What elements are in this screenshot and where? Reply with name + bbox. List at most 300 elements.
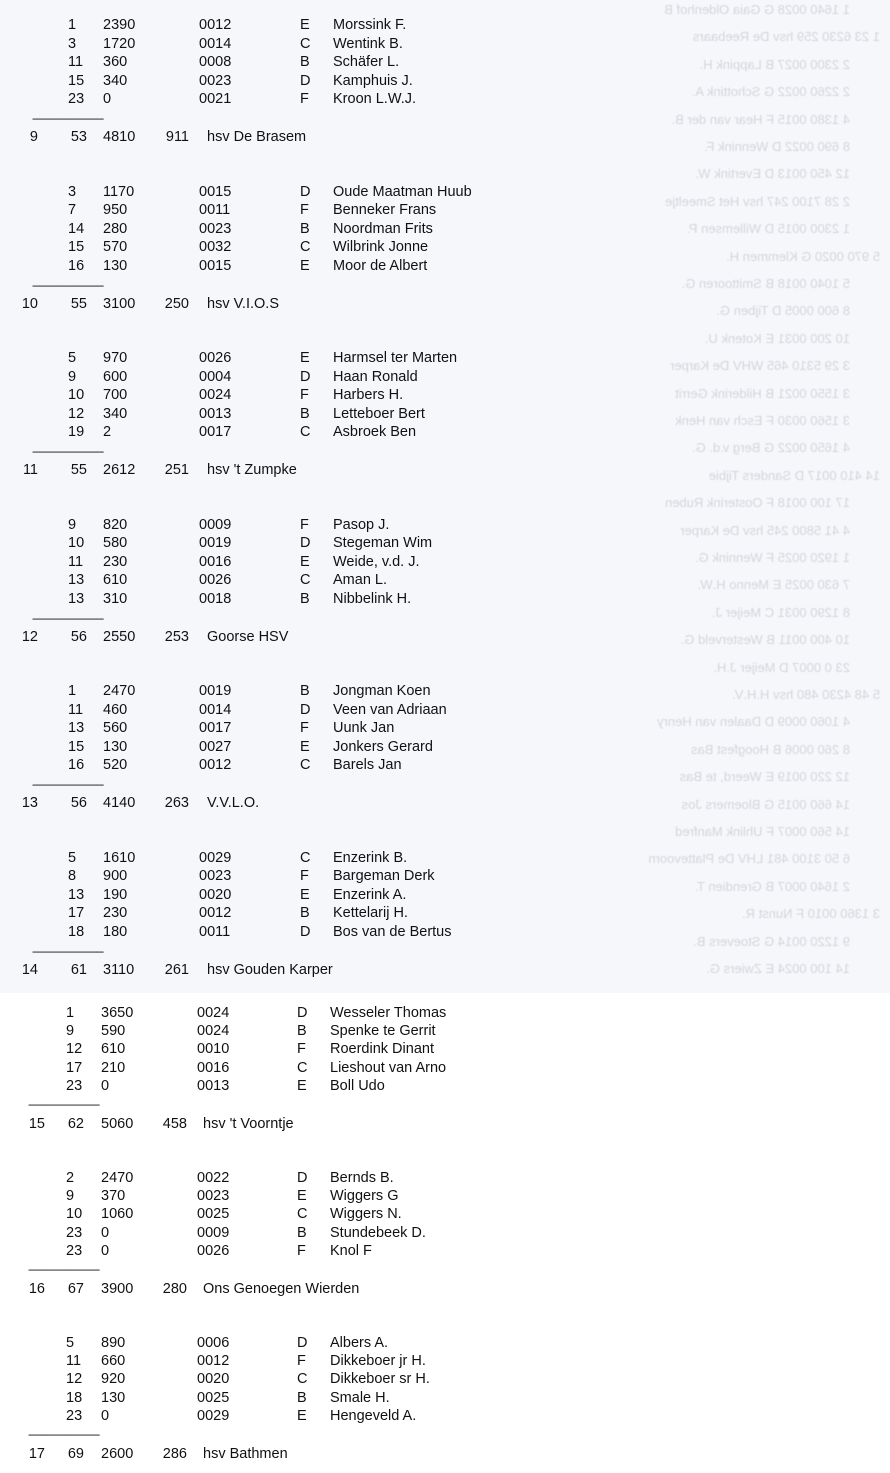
angler-position: 1 xyxy=(68,17,77,33)
bleed-through-line: 14 560 0007 F Uhlink Manfred xyxy=(675,824,850,839)
angler-sector: D xyxy=(297,1005,308,1021)
angler-code: 0020 xyxy=(197,1371,230,1388)
angler-weight: 2470 xyxy=(103,683,136,699)
angler-sector: B xyxy=(300,54,310,70)
angler-name: Stegeman Wim xyxy=(333,535,433,551)
angler-name: Bargeman Derk xyxy=(333,868,435,884)
angler-position: 1 xyxy=(68,683,77,699)
club-weight: 5060 xyxy=(101,1115,134,1132)
angler-position: 11 xyxy=(68,553,84,570)
angler-weight: 610 xyxy=(103,572,128,588)
angler-sector: E xyxy=(300,257,310,274)
angler-weight: 1060 xyxy=(101,1206,134,1223)
angler-name: Stundebeek D. xyxy=(330,1224,426,1241)
angler-code: 0019 xyxy=(199,683,232,699)
angler-weight: 1720 xyxy=(103,35,136,52)
angler-position: 9 xyxy=(68,516,77,533)
angler-sector: C xyxy=(300,849,311,866)
club-code: 286 xyxy=(162,1445,187,1462)
club-rank: 13 xyxy=(21,795,38,811)
angler-code: 0020 xyxy=(199,886,232,903)
angler-sector: E xyxy=(300,350,310,366)
angler-code: 0023 xyxy=(197,1188,230,1205)
angler-sector: F xyxy=(300,516,309,533)
club-rank: 14 xyxy=(21,961,38,978)
angler-position: 14 xyxy=(68,220,85,237)
bleed-through-line: 1 2300 0015 D Willemsen P. xyxy=(686,221,850,237)
separator-line: ------------------------------ xyxy=(32,613,103,625)
club-weight: 3900 xyxy=(101,1280,134,1297)
angler-sector: C xyxy=(300,239,311,255)
bleed-through-line: 1 23 6230 259 hsv De Reebaars xyxy=(692,29,880,45)
angler-position: 3 xyxy=(68,35,77,52)
club-points: 61 xyxy=(70,961,87,978)
bleed-through-line: 12 220 0019 E Weerd, te Bas xyxy=(679,769,850,785)
separator-line: ------------------------------ xyxy=(32,780,103,791)
angler-weight: 610 xyxy=(101,1041,126,1058)
angler-sector: C xyxy=(300,424,311,440)
angler-position: 23 xyxy=(66,1407,83,1424)
club-name: Goorse HSV xyxy=(207,628,289,645)
angler-weight: 660 xyxy=(101,1353,126,1370)
angler-name: Knol F xyxy=(330,1242,372,1259)
bleed-through-line: 3 1360 0010 F Nunst R. xyxy=(741,906,880,922)
angler-name: Wiggers G xyxy=(330,1188,399,1205)
club-code: 911 xyxy=(165,129,189,145)
angler-weight: 970 xyxy=(103,350,128,366)
angler-code: 0010 xyxy=(197,1041,230,1058)
bleed-through-line: 4 41 5800 245 hsv De Karper xyxy=(680,522,850,538)
angler-sector: B xyxy=(300,683,310,699)
angler-weight: 130 xyxy=(103,257,128,274)
bleed-through-line: 1 1920 0025 F Wennink G. xyxy=(694,550,850,565)
angler-position: 9 xyxy=(66,1188,75,1205)
club-rank: 15 xyxy=(28,1115,45,1132)
angler-code: 0017 xyxy=(199,720,232,736)
angler-code: 0022 xyxy=(197,1170,230,1186)
angler-position: 9 xyxy=(68,368,77,385)
bleed-through-line: 9 1220 0014 G Stoevers B. xyxy=(693,933,850,949)
angler-weight: 520 xyxy=(103,757,128,773)
angler-code: 0023 xyxy=(199,72,232,89)
angler-position: 2 xyxy=(66,1170,75,1186)
club-name: hsv 't Zumpke xyxy=(207,462,297,478)
angler-weight: 0 xyxy=(101,1077,110,1094)
angler-weight: 2 xyxy=(103,424,112,440)
angler-sector: B xyxy=(297,1224,307,1241)
angler-name: Moor de Albert xyxy=(333,257,428,274)
club-weight: 3110 xyxy=(103,961,135,978)
bleed-through-line: 2 2260 0022 G Schottink A. xyxy=(691,84,850,100)
angler-weight: 0 xyxy=(101,1242,110,1259)
angler-code: 0026 xyxy=(197,1242,230,1259)
angler-code: 0018 xyxy=(199,590,232,607)
separator-line: ------------------------------ xyxy=(32,447,103,458)
club-weight: 2550 xyxy=(103,628,136,645)
angler-sector: C xyxy=(297,1206,308,1223)
club-rank: 17 xyxy=(28,1445,45,1462)
angler-weight: 950 xyxy=(103,202,128,218)
club-name: hsv De Brasem xyxy=(207,129,307,145)
bleed-through-line: 4 1060 0009 D Daalen van Henry xyxy=(657,714,850,730)
club-code: 250 xyxy=(164,295,189,312)
angler-name: Wesseler Thomas xyxy=(330,1005,447,1021)
angler-code: 0024 xyxy=(197,1023,230,1040)
angler-name: Lieshout van Arno xyxy=(330,1059,447,1076)
angler-name: Smale H. xyxy=(330,1389,390,1406)
angler-weight: 130 xyxy=(101,1389,126,1406)
angler-weight: 340 xyxy=(103,72,128,89)
separator-line: ------------------------------ xyxy=(32,946,103,958)
angler-sector: F xyxy=(297,1353,306,1370)
angler-sector: E xyxy=(297,1407,307,1424)
bleed-through-line: 12 450 0013 D Evertink W. xyxy=(695,166,850,182)
bleed-through-line: 8 260 0006 B Hoogfest Bas xyxy=(690,741,850,757)
angler-code: 0032 xyxy=(199,239,232,255)
angler-position: 18 xyxy=(68,923,85,940)
angler-position: 23 xyxy=(66,1077,83,1094)
angler-position: 10 xyxy=(68,387,85,403)
angler-sector: B xyxy=(300,405,310,422)
angler-code: 0013 xyxy=(199,405,232,422)
angler-name: Harbers H. xyxy=(333,387,404,403)
angler-sector: D xyxy=(300,368,311,385)
angler-code: 0027 xyxy=(199,738,232,755)
angler-position: 15 xyxy=(68,738,85,755)
angler-sector: E xyxy=(297,1188,307,1205)
bleed-through-line: 7 630 0025 E Menno H.W. xyxy=(697,577,850,593)
angler-sector: C xyxy=(297,1059,308,1076)
angler-name: Boll Udo xyxy=(330,1077,385,1094)
angler-weight: 180 xyxy=(103,923,128,940)
angler-weight: 340 xyxy=(103,405,128,422)
bleed-through-line: 3 29 5310 465 WHV De Karper xyxy=(670,358,850,374)
club-name: Ons Genoegen Wierden xyxy=(203,1280,360,1297)
angler-name: Noordman Frits xyxy=(333,220,433,237)
angler-code: 0004 xyxy=(199,368,232,385)
angler-code: 0026 xyxy=(199,350,232,366)
angler-sector: B xyxy=(300,905,310,921)
angler-name: Enzerink B. xyxy=(333,849,408,866)
angler-weight: 0 xyxy=(103,91,112,107)
angler-code: 0012 xyxy=(199,905,232,921)
angler-weight: 820 xyxy=(103,516,128,533)
angler-sector: F xyxy=(300,202,309,218)
bleed-through-line: 23 0 0007 D Meijer J.H. xyxy=(713,659,850,675)
angler-sector: D xyxy=(297,1335,308,1351)
angler-weight: 190 xyxy=(103,886,128,903)
angler-position: 12 xyxy=(66,1371,83,1388)
bleed-through-line: 17 100 0018 F Oosterink Ruben xyxy=(664,495,850,511)
club-weight: 2612 xyxy=(103,462,136,478)
bleed-through-line: 8 1290 0031 C Meijer J. xyxy=(711,604,850,620)
angler-code: 0025 xyxy=(197,1206,230,1223)
angler-name: Oude Maatman Huub xyxy=(333,183,472,200)
angler-position: 17 xyxy=(66,1059,83,1076)
angler-position: 19 xyxy=(68,424,85,440)
bleed-through-line: 8 600 0005 D Tijben G. xyxy=(716,303,850,319)
angler-code: 0015 xyxy=(199,257,232,274)
angler-code: 0014 xyxy=(199,701,232,718)
club-points: 62 xyxy=(67,1115,84,1132)
bleed-through-line: 5 48 4230 480 hsv H.H.V. xyxy=(732,687,880,702)
angler-sector: D xyxy=(297,1170,308,1186)
angler-code: 0014 xyxy=(199,35,232,52)
club-points: 56 xyxy=(70,795,87,811)
angler-position: 13 xyxy=(68,590,85,607)
club-code: 251 xyxy=(164,462,189,478)
angler-position: 10 xyxy=(66,1206,83,1223)
separator-line: ------------------------------ xyxy=(28,1099,99,1111)
club-points: 55 xyxy=(70,295,87,312)
angler-name: Barels Jan xyxy=(333,757,402,773)
angler-weight: 280 xyxy=(103,220,128,237)
angler-weight: 230 xyxy=(103,905,128,921)
bleed-through-line: 2 2300 0027 B Lappink H. xyxy=(699,56,850,72)
angler-code: 0021 xyxy=(199,91,232,107)
angler-weight: 0 xyxy=(101,1407,110,1424)
angler-code: 0008 xyxy=(199,54,232,70)
angler-position: 9 xyxy=(66,1023,75,1040)
angler-name: Dikkeboer sr H. xyxy=(330,1371,430,1388)
club-rank: 9 xyxy=(29,129,38,145)
angler-weight: 1610 xyxy=(103,849,136,866)
angler-sector: E xyxy=(297,1077,307,1094)
bleed-through-line: 14 100 0024 E Zwiers G. xyxy=(706,961,850,976)
angler-name: Wiggers N. xyxy=(330,1206,402,1223)
angler-weight: 2470 xyxy=(101,1170,134,1186)
angler-name: Wilbrink Jonne xyxy=(333,239,429,255)
angler-code: 0029 xyxy=(199,849,232,866)
angler-code: 0012 xyxy=(197,1353,230,1370)
angler-sector: C xyxy=(297,1371,308,1388)
angler-position: 1 xyxy=(66,1005,75,1021)
angler-code: 0026 xyxy=(199,572,232,588)
angler-weight: 580 xyxy=(103,535,128,551)
angler-weight: 2390 xyxy=(103,17,136,33)
club-code: 263 xyxy=(164,795,189,811)
angler-code: 0012 xyxy=(199,17,232,33)
angler-sector: E xyxy=(300,17,310,33)
angler-position: 23 xyxy=(66,1242,83,1259)
angler-sector: F xyxy=(300,387,309,403)
angler-name: Haan Ronald xyxy=(333,368,418,385)
angler-name: Aman L. xyxy=(333,572,387,588)
club-points: 67 xyxy=(67,1280,84,1297)
bleed-through-line: 10 400 0011 B Westerveld G. xyxy=(680,632,850,648)
angler-weight: 370 xyxy=(101,1188,126,1205)
club-code: 280 xyxy=(162,1280,187,1297)
bleed-through-line: 10 200 0031 E Kotenk U. xyxy=(704,330,850,346)
angler-weight: 890 xyxy=(101,1335,126,1351)
angler-position: 11 xyxy=(68,54,84,70)
angler-position: 18 xyxy=(66,1389,83,1406)
angler-sector: F xyxy=(300,720,309,736)
club-weight: 4140 xyxy=(103,795,136,811)
separator-line: ------------------------------ xyxy=(28,1429,99,1441)
club-name: hsv Gouden Karper xyxy=(207,961,333,978)
angler-sector: E xyxy=(300,738,310,755)
angler-weight: 310 xyxy=(103,590,128,607)
angler-position: 23 xyxy=(66,1224,83,1241)
angler-weight: 700 xyxy=(103,387,128,403)
angler-name: Nibbelink H. xyxy=(333,590,412,607)
angler-sector: F xyxy=(300,91,309,107)
angler-sector: F xyxy=(297,1242,306,1259)
club-name: V.V.L.O. xyxy=(207,795,260,811)
angler-position: 17 xyxy=(68,905,85,921)
angler-name: Benneker Frans xyxy=(333,202,437,218)
angler-sector: D xyxy=(300,701,311,718)
angler-sector: B xyxy=(297,1023,307,1040)
angler-name: Wentink B. xyxy=(333,35,403,52)
angler-sector: F xyxy=(300,868,309,884)
angler-sector: C xyxy=(300,35,311,52)
angler-weight: 210 xyxy=(101,1059,126,1076)
angler-sector: B xyxy=(300,220,310,237)
angler-position: 10 xyxy=(68,535,85,551)
angler-sector: C xyxy=(300,757,311,773)
angler-name: Bernds B. xyxy=(330,1170,394,1186)
club-name: hsv Bathmen xyxy=(203,1445,288,1462)
angler-position: 15 xyxy=(68,239,85,255)
angler-sector: C xyxy=(300,572,311,588)
angler-code: 0023 xyxy=(199,868,232,884)
angler-name: Schäfer L. xyxy=(333,54,400,70)
angler-position: 16 xyxy=(68,257,85,274)
angler-name: Uunk Jan xyxy=(333,720,395,736)
angler-code: 0016 xyxy=(199,553,232,570)
angler-code: 0011 xyxy=(199,923,231,940)
angler-name: Bos van de Bertus xyxy=(333,923,452,940)
angler-position: 3 xyxy=(68,183,77,200)
angler-code: 0015 xyxy=(199,183,232,200)
angler-sector: D xyxy=(300,535,311,551)
angler-name: Albers A. xyxy=(330,1335,389,1351)
bleed-through-line: 3 1560 0030 F Esch van Henk xyxy=(675,413,850,428)
club-code: 261 xyxy=(164,961,189,978)
angler-name: Weide, v.d. J. xyxy=(333,553,420,570)
angler-position: 13 xyxy=(68,572,85,588)
angler-weight: 3650 xyxy=(101,1005,134,1021)
angler-name: Pasop J. xyxy=(333,516,390,533)
bleed-through-line: 5 1040 0018 B Smittooren G. xyxy=(681,276,850,291)
angler-position: 5 xyxy=(66,1335,75,1351)
angler-name: Dikkeboer jr H. xyxy=(330,1353,426,1370)
angler-position: 11 xyxy=(68,701,84,718)
angler-weight: 130 xyxy=(103,738,128,755)
angler-name: Hengeveld A. xyxy=(330,1407,417,1424)
separator-line: ------------------------------ xyxy=(28,1264,99,1276)
club-code: 253 xyxy=(164,628,189,645)
club-rank: 12 xyxy=(21,628,38,645)
angler-sector: D xyxy=(300,183,311,200)
angler-position: 12 xyxy=(68,405,85,422)
angler-weight: 0 xyxy=(101,1224,110,1241)
angler-code: 0017 xyxy=(199,424,232,440)
angler-position: 13 xyxy=(68,720,85,736)
angler-code: 0009 xyxy=(199,516,232,533)
angler-weight: 230 xyxy=(103,553,128,570)
angler-position: 5 xyxy=(68,849,77,866)
angler-code: 0012 xyxy=(199,757,232,773)
angler-weight: 460 xyxy=(103,701,128,718)
bleed-through-line: 8 690 0022 D Wennink F. xyxy=(704,139,850,154)
angler-code: 0016 xyxy=(197,1059,230,1076)
angler-code: 0024 xyxy=(199,387,232,403)
angler-name: Kettelarij H. xyxy=(333,905,408,921)
angler-weight: 920 xyxy=(101,1371,126,1388)
angler-sector: D xyxy=(300,923,311,940)
angler-position: 13 xyxy=(68,886,85,903)
club-name: hsv 't Voorntje xyxy=(203,1115,294,1132)
angler-weight: 590 xyxy=(101,1023,126,1040)
bleed-through-line: 4 1380 0015 F Hear van der B. xyxy=(671,111,850,127)
angler-sector: B xyxy=(297,1389,307,1406)
angler-name: Kamphuis J. xyxy=(333,72,413,89)
club-name: hsv V.I.O.S xyxy=(207,295,279,312)
angler-position: 8 xyxy=(68,868,77,884)
angler-name: Morssink F. xyxy=(333,17,407,33)
bleed-through-line: 14 660 0015 G Bloemers Jos xyxy=(681,796,850,812)
angler-position: 7 xyxy=(68,202,77,218)
angler-code: 0019 xyxy=(199,535,232,551)
angler-weight: 360 xyxy=(103,54,128,70)
club-rank: 16 xyxy=(28,1280,45,1297)
angler-weight: 600 xyxy=(103,368,128,385)
angler-code: 0029 xyxy=(197,1407,230,1424)
club-code: 458 xyxy=(162,1115,187,1132)
bleed-through-line: 1 1640 0028 G Gaia Oldenhof B xyxy=(664,2,850,17)
angler-name: Letteboer Bert xyxy=(333,405,425,422)
angler-sector: D xyxy=(300,72,311,89)
bleed-through-line: 5 970 0020 G Klemmen H. xyxy=(726,248,880,264)
angler-name: Enzerink A. xyxy=(333,886,407,903)
club-points: 55 xyxy=(70,462,87,478)
bleed-through-line: 2 1640 0007 B Grendien T. xyxy=(694,878,850,894)
angler-name: Asbroek Ben xyxy=(333,424,417,440)
angler-name: Roerdink Dinant xyxy=(330,1041,434,1058)
angler-name: Harmsel ter Marten xyxy=(333,350,458,366)
angler-position: 16 xyxy=(68,757,85,773)
club-weight: 3100 xyxy=(103,295,136,312)
angler-weight: 560 xyxy=(103,720,128,736)
club-weight: 2600 xyxy=(101,1445,134,1462)
angler-position: 12 xyxy=(66,1041,83,1058)
angler-sector: F xyxy=(297,1041,306,1058)
angler-code: 0024 xyxy=(197,1005,230,1021)
angler-weight: 570 xyxy=(103,239,128,255)
angler-name: Jonkers Gerard xyxy=(333,738,433,755)
club-rank: 11 xyxy=(22,462,38,478)
angler-sector: B xyxy=(300,590,310,607)
angler-code: 0023 xyxy=(199,220,232,237)
separator-line: ------------------------------ xyxy=(32,114,103,125)
angler-position: 11 xyxy=(66,1353,82,1370)
angler-name: Spenke te Gerrit xyxy=(330,1023,436,1040)
separator-line: ------------------------------ xyxy=(32,280,103,292)
club-rank: 10 xyxy=(21,295,38,312)
angler-code: 0011 xyxy=(199,202,231,218)
angler-position: 23 xyxy=(68,91,85,107)
club-points: 53 xyxy=(70,129,87,145)
angler-code: 0006 xyxy=(197,1335,230,1351)
angler-name: Jongman Koen xyxy=(333,683,431,699)
angler-sector: E xyxy=(300,553,310,570)
angler-name: Kroon L.W.J. xyxy=(333,91,417,107)
club-points: 56 xyxy=(70,628,87,645)
bleed-through-line: 14 410 0017 D Sanders Tijbie xyxy=(708,467,880,483)
